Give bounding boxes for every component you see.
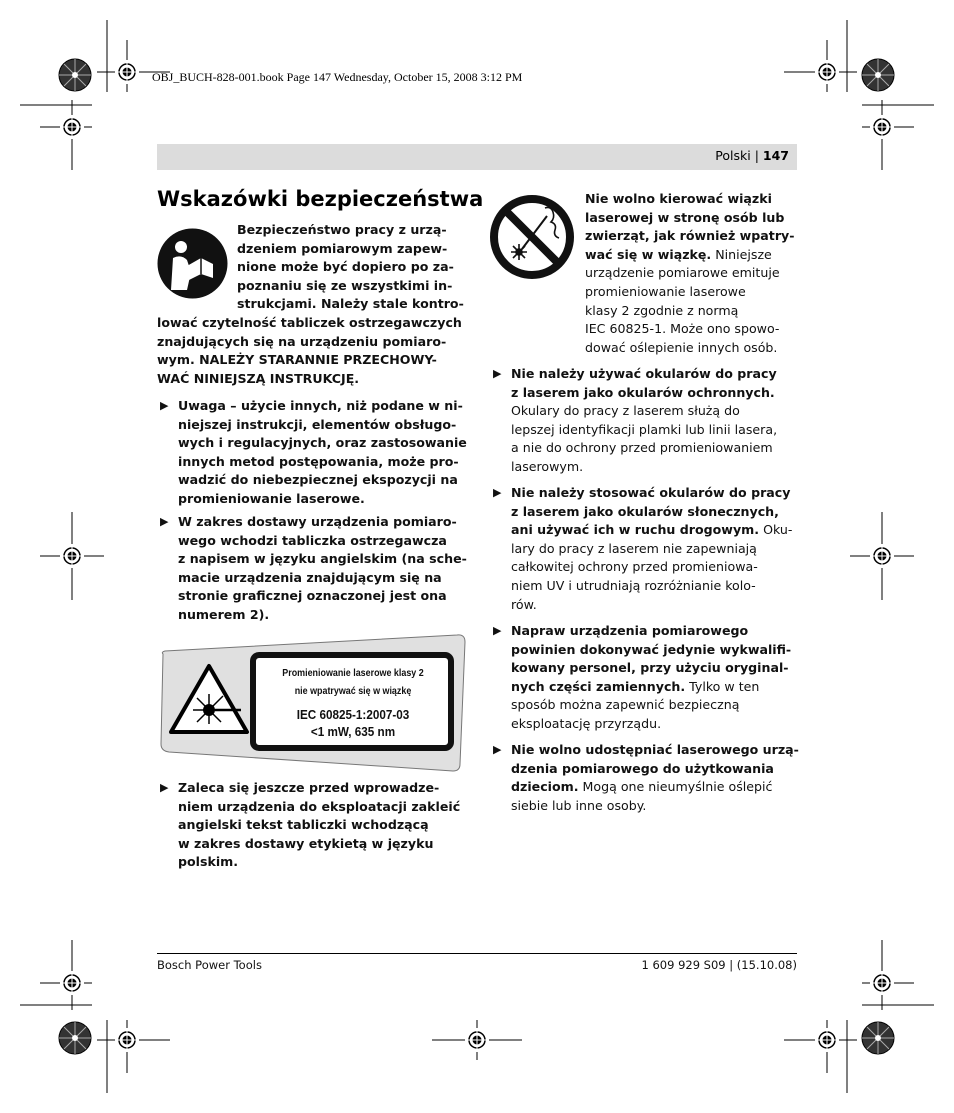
bullet-text: dzenia pomiarowego do użytkowania bbox=[511, 760, 774, 776]
warning-normal: Niniejsze bbox=[711, 246, 772, 262]
intro-text: lować czytelność tabliczek ostrzegawczych bbox=[157, 315, 462, 330]
bullet-text: lepszej identyfikacji plamki lub linii lasera, bbox=[511, 421, 778, 437]
bullet-text: Nie wolno udostępniać laserowego urzą- bbox=[511, 742, 799, 757]
bullet-text: z laserem jako okularów słonecznych, bbox=[511, 503, 779, 519]
bullet-text: w zakres dostawy etykietą w języku bbox=[178, 835, 434, 851]
triangle-right-icon: ▶ bbox=[160, 399, 169, 412]
bullet-text: rów. bbox=[511, 596, 537, 612]
bullet-text: Uwaga – użycie innych, niż podane w ni- bbox=[178, 398, 463, 413]
label-power-text: <1 mW, 635 nm bbox=[310, 724, 396, 739]
warning-text: klasy 2 zgodnie z normą bbox=[585, 302, 739, 318]
label-class-text: Promieniowanie laserowe klasy 2 bbox=[282, 667, 424, 679]
bullet-text: wych i regulacyjnych, oraz zastosowanie bbox=[178, 435, 467, 451]
book-info-line: OBJ_BUCH-828-001.book Page 147 Wednesday, October 15, 2008 3:12 PM bbox=[152, 70, 523, 84]
bullet-text: z napisem w języku angielskim (na sche- bbox=[178, 551, 467, 567]
warning-text: urządzenie pomiarowe emituje bbox=[585, 265, 780, 281]
bullet-text: polskim. bbox=[178, 854, 239, 870]
bullet-text: niem UV i utrudniają rozróżnianie kolo- bbox=[511, 578, 756, 593]
warning-bold: wać się w wiązkę. bbox=[585, 246, 712, 262]
footer-left: Bosch Power Tools bbox=[157, 958, 262, 972]
page-header bbox=[157, 144, 797, 170]
section-title: Wskazówki bezpieczeństwa bbox=[157, 187, 484, 211]
footer-rule bbox=[157, 953, 797, 954]
bullet-text: z laserem jako okularów ochronnych. bbox=[511, 384, 775, 400]
bullet-text: całkowitej ochrony przed promieniowa- bbox=[511, 559, 758, 575]
bullet-text: niem urządzenia do eksploatacji zakleić bbox=[178, 798, 461, 814]
warning-text: laserowej w stronę osób lub bbox=[585, 209, 785, 225]
bullet-text: kowany personel, przy użyciu oryginal- bbox=[511, 660, 789, 676]
bullet-text: eksploatację przyrządu. bbox=[511, 716, 662, 731]
bullet-normal: Tylko w ten bbox=[685, 678, 760, 694]
bullet-normal: Mogą one nieumyślnie oślepić bbox=[578, 779, 773, 795]
bullet-text: niejszej instrukcji, elementów obsługo- bbox=[178, 416, 457, 432]
bullet-text: angielski tekst tabliczki wchodzącą bbox=[178, 817, 429, 833]
bullet-text: laserowym. bbox=[511, 459, 584, 474]
bullet-text: powinien dokonywać jedynie wykwalifi- bbox=[511, 641, 792, 657]
header-separator: | bbox=[754, 148, 759, 163]
triangle-right-icon: ▶ bbox=[493, 486, 502, 499]
bullet-text: wadzić do niebezpiecznej ekspozycji na bbox=[178, 472, 458, 488]
footer-right: 1 609 929 S09 | (15.10.08) bbox=[641, 958, 797, 972]
laser-warning-label bbox=[157, 632, 467, 772]
bullet-text: siebie lub inne osoby. bbox=[511, 797, 647, 813]
bullet-text: a nie do ochrony przed promieniowaniem bbox=[511, 440, 773, 456]
header-text bbox=[715, 148, 789, 163]
warning-text: Nie wolno kierować wiązki bbox=[585, 191, 772, 206]
intro-text: WAĆ NINIEJSZĄ INSTRUKCJĘ. bbox=[157, 370, 360, 386]
triangle-right-icon: ▶ bbox=[493, 743, 502, 756]
bullet-text: Nie należy używać okularów do pracy bbox=[511, 366, 777, 381]
bullet-text: innych metod postępowania, może pro- bbox=[178, 453, 459, 469]
warning-text bbox=[585, 246, 772, 265]
warning-text: dować oślepienie innych osób. bbox=[585, 339, 778, 355]
bullet-text: numerem 2). bbox=[178, 607, 270, 622]
bullet-text bbox=[511, 678, 759, 697]
page-number: 147 bbox=[762, 148, 789, 163]
bullet-text bbox=[511, 778, 772, 797]
intro-text: poznaniu się ze wszystkimi in- bbox=[237, 277, 453, 293]
warning-text: IEC 60825-1. Może ono spowo- bbox=[585, 321, 780, 337]
triangle-right-icon: ▶ bbox=[160, 781, 169, 794]
bullet-bold: dzieciom. bbox=[511, 779, 579, 795]
intro-text: wym. NALEŻY STARANNIE PRZECHOWY- bbox=[157, 352, 437, 368]
triangle-right-icon: ▶ bbox=[493, 624, 502, 637]
warning-text: promieniowanie laserowe bbox=[585, 284, 746, 299]
bullet-text bbox=[511, 521, 792, 540]
triangle-right-icon: ▶ bbox=[160, 515, 169, 528]
read-manual-icon bbox=[157, 228, 228, 299]
no-eye-laser-icon bbox=[489, 194, 575, 280]
triangle-right-icon: ▶ bbox=[493, 367, 502, 380]
intro-text: nione może być dopiero po za- bbox=[237, 259, 454, 275]
label-warning-text: nie wpatrywać się w wiązkę bbox=[294, 685, 412, 697]
warning-text: zwierząt, jak również wpatry- bbox=[585, 228, 795, 244]
label-standard-text: IEC 60825-1:2007-03 bbox=[296, 707, 410, 722]
intro-text: znajdujących się na urządzeniu pomiaro- bbox=[157, 333, 447, 349]
bullet-text: wego wchodzi tabliczka ostrzegawcza bbox=[178, 532, 447, 548]
header-language: Polski bbox=[715, 148, 751, 163]
bullet-normal: Oku- bbox=[759, 522, 793, 538]
bullet-text: sposób można zapewnić bezpieczną bbox=[511, 697, 740, 713]
bullet-bold: nych części zamiennych. bbox=[511, 678, 686, 694]
intro-text: Bezpieczeństwo pracy z urzą- bbox=[237, 222, 447, 237]
bullet-text: W zakres dostawy urządzenia pomiaro- bbox=[178, 514, 457, 529]
bullet-text: Okulary do pracy z laserem służą do bbox=[511, 403, 740, 419]
intro-text: dzeniem pomiarowym zapew- bbox=[237, 240, 448, 256]
bullet-text: promieniowanie laserowe. bbox=[178, 491, 365, 506]
bullet-text: Napraw urządzenia pomiarowego bbox=[511, 623, 749, 638]
intro-text: strukcjami. Należy stale kontro- bbox=[237, 296, 464, 312]
bullet-text: lary do pracy z laserem nie zapewniają bbox=[511, 540, 757, 556]
bullet-bold: ani używać ich w ruchu drogowym. bbox=[511, 522, 760, 538]
bullet-text: stronie graficznej oznaczonej jest ona bbox=[178, 588, 447, 604]
bullet-text: macie urządzenia znajdującym się na bbox=[178, 569, 442, 585]
bullet-text: Zaleca się jeszcze przed wprowadze- bbox=[178, 780, 440, 795]
label-background bbox=[157, 632, 467, 772]
bullet-text: Nie należy stosować okularów do pracy bbox=[511, 485, 791, 500]
